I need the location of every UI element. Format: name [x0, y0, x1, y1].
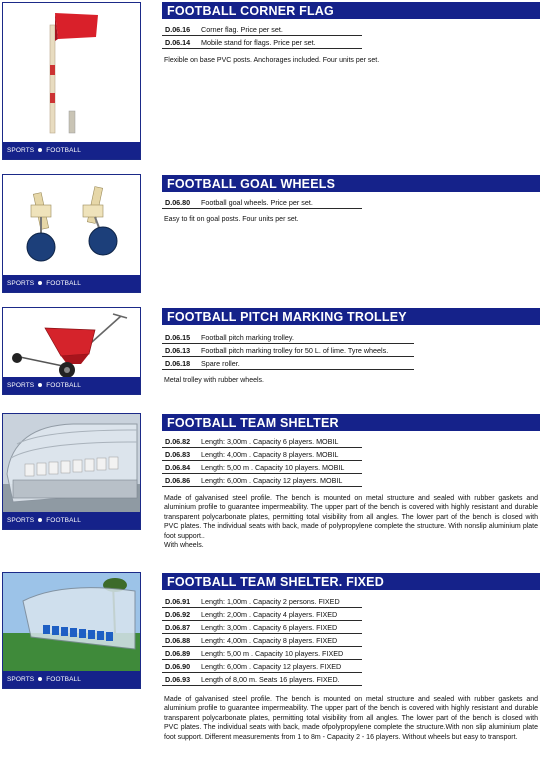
product-description: Flexible on base PVC posts. Anchorages included. Four units per set.	[164, 57, 380, 64]
product-code-row: D.06.13 Football pitch marking trolley for 50 L. of lime. Tyre wheels.	[162, 344, 414, 357]
category-tag: SPORTS FOOTBALL	[3, 275, 140, 292]
product-description: Easy to fit on goal posts. Four units per set.	[164, 216, 299, 223]
category-tag: SPORTS FOOTBALL	[3, 377, 140, 394]
product-code-row: D.06.86 Length: 6,00m . Capacity 12 players. MOBIL	[162, 474, 362, 487]
product-code-row: D.06.89 Length: 5,00 m . Capacity 10 players. FIXED	[162, 647, 362, 660]
product-code-list	[162, 435, 362, 487]
product-description: Metal trolley with rubber wheels.	[164, 377, 264, 384]
product-image-goal-wheels	[2, 174, 141, 293]
product-code-row: D.06.88 Length: 4,00m . Capacity 8 players. FIXED	[162, 634, 362, 647]
product-title: FOOTBALL PITCH MARKING TROLLEY	[162, 308, 540, 325]
product-code-row: D.06.93 Length of 8,00 m. Seats 16 players. FIXED.	[162, 673, 362, 686]
product-image-team-shelter	[2, 413, 141, 530]
product-image-corner-flag	[2, 2, 141, 160]
product-code-list	[162, 595, 362, 686]
product-code-row: D.06.16 Corner flag. Price per set.	[162, 23, 362, 36]
product-code-row: D.06.92 Length: 2,00m . Capacity 4 players. FIXED	[162, 608, 362, 621]
product-code-list	[162, 23, 362, 49]
category-tag: SPORTS FOOTBALL	[3, 512, 140, 529]
product-code-row: D.06.87 Length: 3,00m . Capacity 6 players. FIXED	[162, 621, 362, 634]
product-code-list	[162, 331, 414, 370]
product-code-row: D.06.82 Length: 3,00m . Capacity 6 players. MOBIL	[162, 435, 362, 448]
product-code-row: D.06.83 Length: 4,00m . Capacity 8 players. MOBIL	[162, 448, 362, 461]
corner-flag-illustration	[3, 3, 140, 159]
category-tag: SPORTS FOOTBALL	[3, 142, 140, 159]
product-code-row: D.06.80 Football goal wheels. Price per set.	[162, 196, 362, 209]
product-title: FOOTBALL CORNER FLAG	[162, 2, 540, 19]
product-image-marking-trolley	[2, 307, 141, 395]
product-description: Made of galvanised steel profile. The bench is mounted on metal structure and sealed with rubber gaskets and aluminium profile to guarantee impermeability. The upper part of the bench is covered with highly resistant and durable transparent polycarbonate plates, permitting total visibility from all angles. The lower part of the bench is closed with PVC plates. The individual seats with back, made ofpolypropylene complete the structure.With non slip aluminium plate foot support. Different measurements from 1 to 8m - Capacity 2 - 16 players. Without wheels but easy to transport.	[164, 696, 538, 741]
product-title: FOOTBALL TEAM SHELTER	[162, 414, 540, 431]
product-image-team-shelter-fixed	[2, 572, 141, 689]
product-title: FOOTBALL GOAL WHEELS	[162, 175, 540, 192]
product-description	[164, 494, 538, 550]
product-title: FOOTBALL TEAM SHELTER. FIXED	[162, 573, 540, 590]
product-code-list	[162, 196, 362, 209]
product-code-row: D.06.90 Length: 6,00m . Capacity 12 players. FIXED	[162, 660, 362, 673]
product-code-row: D.06.84 Length: 5,00 m . Capacity 10 players. MOBIL	[162, 461, 362, 474]
product-code-row: D.06.15 Football pitch marking trolley.	[162, 331, 414, 344]
product-code-row: D.06.91 Length: 1,00m . Capacity 2 persons. FIXED	[162, 595, 362, 608]
product-code-row: D.06.18 Spare roller.	[162, 357, 414, 370]
product-description-note: With wheels.	[164, 542, 204, 550]
product-description-text: Made of galvanised steel profile. The bench is mounted on metal structure and sealed with rubber gaskets and aluminium profile to guarantee impermeability. The upper part of the bench is covered with highly resistant and durable transparent polycarbonate plates, permitting total visibility from all angles. The lower part of the bench is closed with PVC plates. The individual seats with back, made of polypropylene complete the structure. With nonslip aluminium plate foot support..	[164, 495, 538, 540]
category-tag: SPORTS FOOTBALL	[3, 671, 140, 688]
product-code-row: D.06.14 Mobile stand for flags. Price per set.	[162, 36, 362, 49]
